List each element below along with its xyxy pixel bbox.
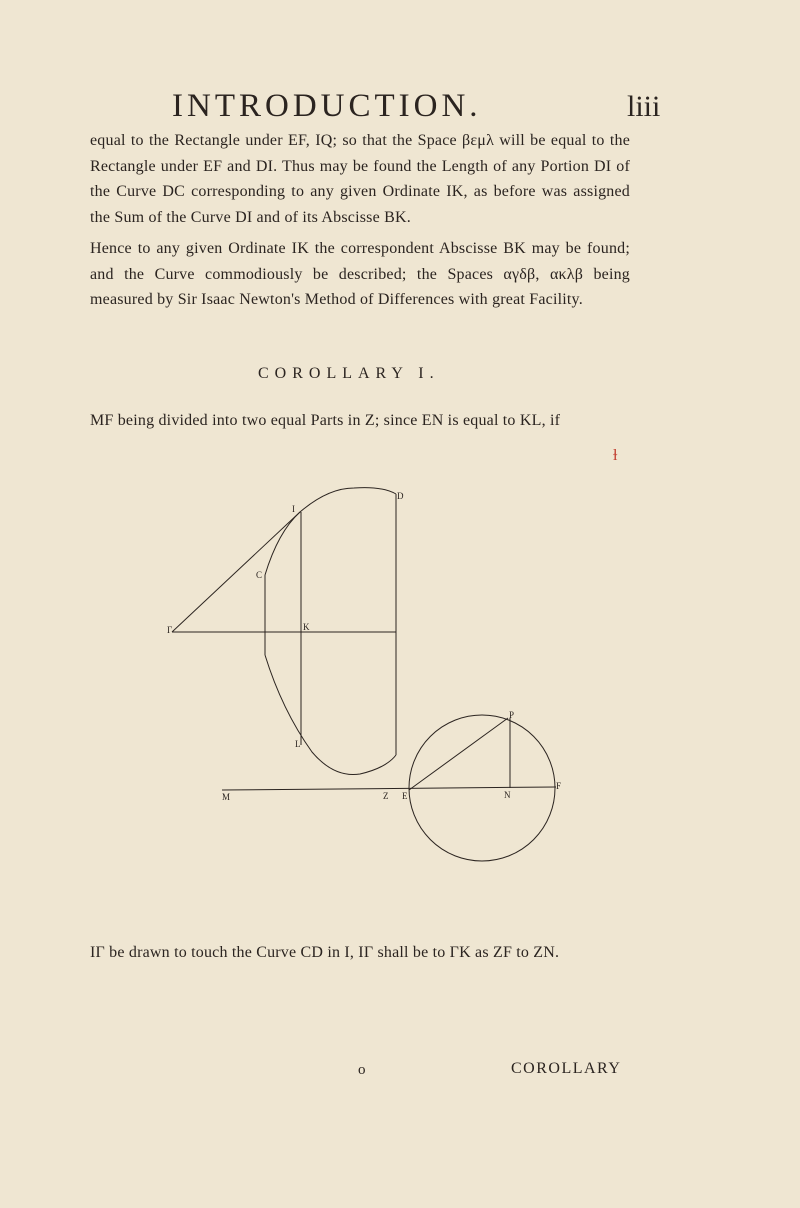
margin-mark: ɫ <box>613 447 618 464</box>
label-k: K <box>303 622 310 632</box>
label-e: E <box>402 791 408 801</box>
page-number: liii <box>627 90 661 123</box>
label-c: C <box>256 570 263 580</box>
label-gamma: Γ <box>167 625 173 635</box>
label-f: F <box>556 781 562 791</box>
corollary-text-after: IΓ be drawn to touch the Curve CD in I, IΓ shall be to ΓK as ZF to ZN. <box>90 944 560 961</box>
tangent-line <box>172 512 300 632</box>
chord-ep <box>409 718 508 790</box>
label-n: N <box>504 790 511 800</box>
corollary-heading: COROLLARY I. <box>258 365 440 382</box>
paragraph-2: Hence to any given Ordinate IK the correspondent Abscisse BK may be found; and the Curve commodiously be described; the Spaces αγδβ, ακλβ being measured by Sir Isaac Newton's Method of Differences with great Facility. <box>90 240 630 308</box>
paragraph-1: equal to the Rectangle under EF, IQ; so that the Space βεμλ will be equal to the Rectangle under EF and DI. Thus may be found the Length of any Portion DI of the Curve DC corresponding to any given Ordinate IK, as before was assigned the Sum of the Curve DI and of its Abscisse BK. <box>90 132 630 226</box>
catchword: COROLLARY <box>511 1060 622 1077</box>
curve-lower <box>265 655 396 775</box>
signature-mark: o <box>358 1062 366 1078</box>
label-d: D <box>397 491 404 501</box>
corollary-text-before: MF being divided into two equal Parts in Z; since EN is equal to KL, if <box>90 412 561 429</box>
label-m: M <box>222 792 231 802</box>
label-i: I <box>292 504 295 514</box>
label-z: Z <box>383 791 389 801</box>
curve-cd <box>265 488 396 575</box>
label-p: P <box>509 710 515 720</box>
running-head: INTRODUCTION. <box>172 88 482 124</box>
label-l: L <box>295 739 301 749</box>
